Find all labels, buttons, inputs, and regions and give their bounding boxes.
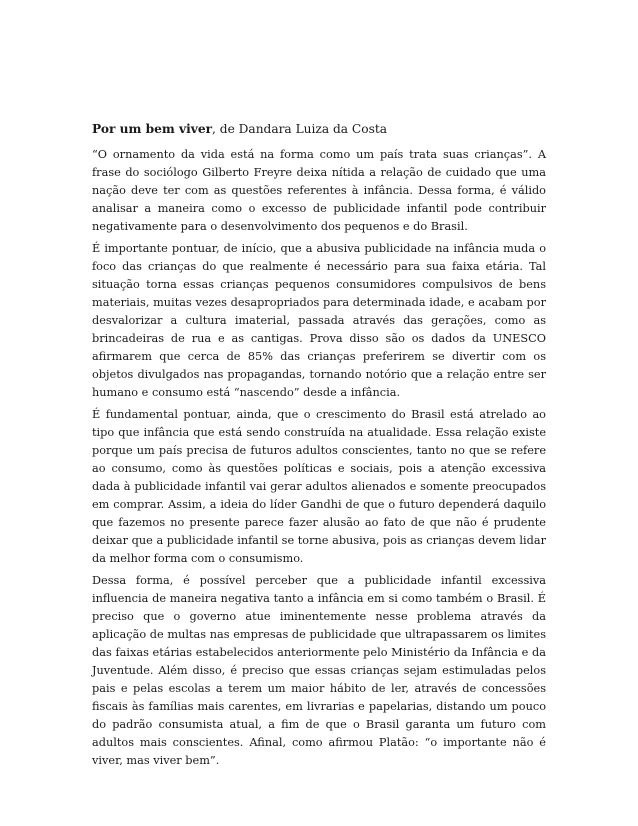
essay-byline: , de Dandara Luiza da Costa: [212, 122, 387, 136]
paragraph-development-1: É importante pontuar, de início, que a abusiva publicidade na infância muda o foco das crianças do que realmente é necessário para sua faixa etária. Tal situação torna essas crianças pequenos consumidores compulsivos de bens materiais, muitas vezes desapropriados para determinada idade, e acabam por desvalorizar a cultura imaterial, passada através das gerações, como as brincadeiras de rua e as cantigas. Prova disso são os dados da UNESCO afirmarem que cerca de 85% das crianças preferirem se divertir com os objetos divulgados nas propagandas, tornando notório que a relação entre ser humano e consumo está “nascendo” desde a infância.: [92, 242, 546, 399]
paragraph-conclusion: Dessa forma, é possível perceber que a publicidade infantil excessiva influencia de maneira negativa tanto a infância em si como também o Brasil. É preciso que o governo atue iminentemente nesse problema através da aplicação de multas nas empresas de publicidade que ultrapassarem os limites das faixas etárias estabelecidos anteriormente pelo Ministério da Infância e da Juventude. Além disso, é preciso que essas crianças sejam estimuladas pelos pais e pelas escolas a terem um maior hábito de ler, através de concessões fiscais às famílias mais carentes, em livrarias e papelarias, distando um pouco do padrão consumista atual, a fim de que o Brasil garanta um futuro com adultos mais conscientes. Afinal, como afirmou Platão: “o importante não é viver, mas viver bem”.: [92, 574, 546, 767]
document-page: [92, 120, 546, 774]
paragraph-development-2: É fundamental pontuar, ainda, que o crescimento do Brasil está atrelado ao tipo que infância que está sendo construída na atualidade. Essa relação existe porque um país precisa de futuros adultos conscientes, tanto no que se refere ao consumo, como às questões políticas e sociais, pois a atenção excessiva dada à publicidade infantil vai gerar adultos alienados e somente preocupados em comprar. Assim, a ideia do líder Gandhi de que o futuro dependerá daquilo que fazemos no presente parece fazer alusão ao fato de que não é prudente deixar que a publicidade infantil se torne abusiva, pois as crianças devem lidar da melhor forma com o consumismo.: [92, 408, 546, 565]
essay-title: Por um bem viver: [92, 122, 213, 136]
paragraph-intro: “O ornamento da vida está na forma como um país trata suas crianças”. A frase do sociólogo Gilberto Freyre deixa nítida a relação de cuidado que uma nação deve ter com as questões referentes à infância. Dessa forma, é válido analisar a maneira como o excesso de publicidade infantil pode contribuir negativamente para o desenvolvimento dos pequenos e do Brasil.: [92, 148, 546, 233]
essay-heading: [92, 120, 546, 138]
